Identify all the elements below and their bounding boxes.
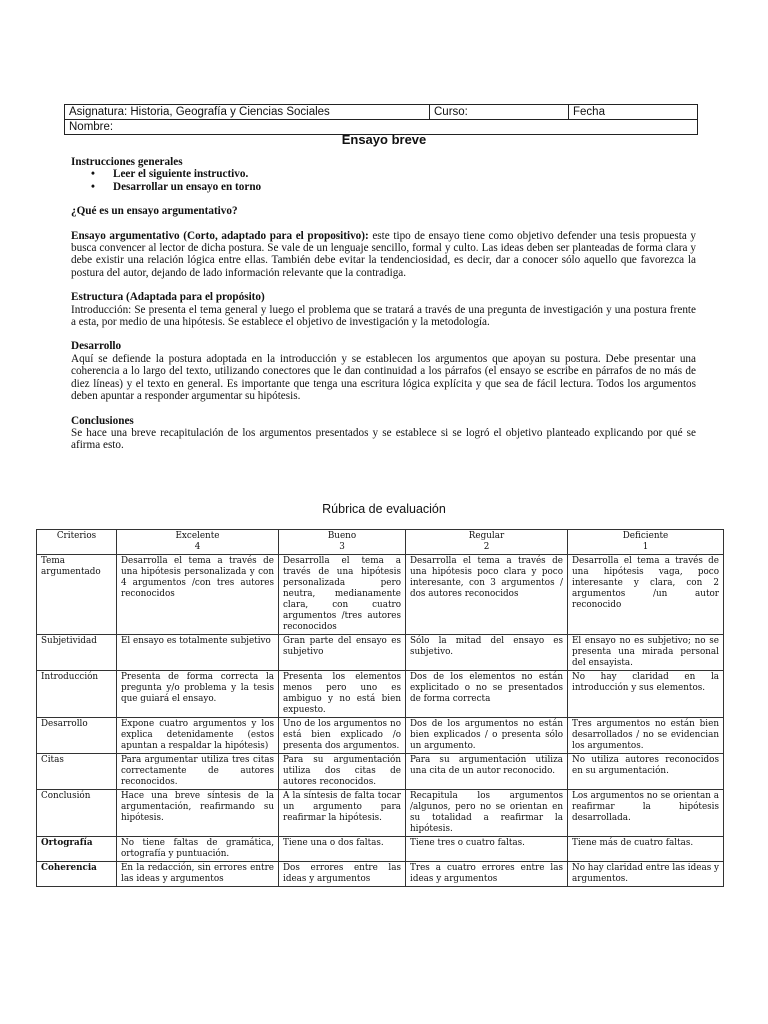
rubric-cell: Para su argumentación utiliza una cita de un autor reconocido. <box>406 754 568 790</box>
rubric-cell: Para argumentar utiliza tres citas correctamente de autores reconocidos. <box>117 754 279 790</box>
rubric-cell: Desarrolla el tema a través de una hipótesis poco clara y poco interesante, con 3 argumentos / dos autores reconocidos <box>406 555 568 635</box>
rubric-criterion: Desarrollo <box>37 718 117 754</box>
rubric-row <box>37 671 724 718</box>
instruction-item: • Leer el siguiente instructivo. <box>91 168 696 180</box>
question-heading: ¿Qué es un ensayo argumentativo? <box>71 205 238 218</box>
rubric-cell: No tiene faltas de gramática, ortografía y puntuación. <box>117 837 279 862</box>
rubric-column-header: Bueno 3 <box>279 530 406 555</box>
rubric-cell: El ensayo no es subjetivo; no se presenta una mirada personal del ensayista. <box>568 635 724 671</box>
ensayo-text: este tipo de ensayo tiene como objetivo defender una tesis propuesta y busca convencer al lector de dicha postura. Se vale de un lenguaje sencillo, formal y culto. Las ideas deben ser planteadas de forma clara y debe existir una relación lógica entre ellas. También debe evitar la tendenciosidad, es decir, dar a conocer sólo aquello que favorezca la postura del autor, dejando de lado información relevante que la contradiga. <box>71 229 696 279</box>
rubric-cell: Tiene más de cuatro faltas. <box>568 837 724 862</box>
rubric-title: Rúbrica de evaluación <box>322 502 446 516</box>
rubric-cell: Desarrolla el tema a través de una hipótesis personalizada pero neutra, medianamente clara, con cuatro argumentos /tres autores reconocidos <box>279 555 406 635</box>
rubric-criterion: Coherencia <box>37 862 117 887</box>
document-body <box>71 156 696 452</box>
rubric-column-header: Criterios <box>37 530 117 555</box>
conclusiones-text: Se hace una breve recapitulación de los argumentos presentados y se establece si se logró el objetivo planteado explicando por qué se afirma esto. <box>71 426 696 452</box>
rubric-cell: Tiene una o dos faltas. <box>279 837 406 862</box>
asignatura-cell: Asignatura: Historia, Geografía y Ciencias Sociales <box>65 105 430 120</box>
rubric-cell: Dos de los argumentos no están bien explicados / o presenta sólo un argumento. <box>406 718 568 754</box>
desarrollo-text: Aquí se defiende la postura adoptada en la introducción y se establecen los argumentos que apoyan su postura. Debe presentar una coherencia a lo largo del texto, utilizando conectores que le dan continuidad a los párrafos (el ensayo se escribe en párrafos de no más de diez líneas) y el texto en general. Es importante que tenga una escritura lógica explícita y que sea de fácil lectura. Todos los argumentos deben apuntar a responder argumentar su hipótesis. <box>71 352 696 403</box>
rubric-cell: Tres argumentos no están bien desarrollados / no se evidencian los argumentos. <box>568 718 724 754</box>
rubric-criterion: Citas <box>37 754 117 790</box>
rubric-criterion: Conclusión <box>37 790 117 837</box>
rubric-cell: Presenta de forma correcta la pregunta y/o problema y la tesis que guiará el ensayo. <box>117 671 279 718</box>
instructions-heading: Instrucciones generales <box>71 156 183 168</box>
rubric-cell: Recapitula los argumentos /algunos, pero no se orientan en su totalidad a reafirmar la hipótesis. <box>406 790 568 837</box>
rubric-row <box>37 862 724 887</box>
rubric-column-header: Excelente 4 <box>117 530 279 555</box>
fecha-cell: Fecha <box>569 105 698 120</box>
rubric-row <box>37 754 724 790</box>
rubric-cell: Gran parte del ensayo es subjetivo <box>279 635 406 671</box>
rubric-criterion: Introducción <box>37 671 117 718</box>
rubric-cell: A la síntesis de falta tocar un argumento para reafirmar la hipótesis. <box>279 790 406 837</box>
rubric-body <box>37 530 724 887</box>
nombre-cell: Nombre: <box>65 120 698 135</box>
rubric-cell: Sólo la mitad del ensayo es subjetivo. <box>406 635 568 671</box>
rubric-cell: Dos de los elementos no están explicitado o no se presentados de forma correcta <box>406 671 568 718</box>
conclusiones-heading: Conclusiones <box>71 414 134 427</box>
rubric-cell: Desarrolla el tema a través de una hipótesis personalizada y con 4 argumentos /con tres autores reconocidos <box>117 555 279 635</box>
rubric-row <box>37 718 724 754</box>
rubric-cell: Uno de los argumentos no está bien explicado /o presenta dos argumentos. <box>279 718 406 754</box>
rubric-criterion: Subjetividad <box>37 635 117 671</box>
rubric-cell: Tiene tres o cuatro faltas. <box>406 837 568 862</box>
rubric-row <box>37 555 724 635</box>
rubric-cell: No hay claridad en la introducción y sus elementos. <box>568 671 724 718</box>
instruction-item: • Desarrollar un ensayo en torno <box>91 181 696 193</box>
ensayo-lead: Ensayo argumentativo (Corto, adaptado para el propositivo): <box>71 229 369 242</box>
rubric-row <box>37 635 724 671</box>
rubric-header-row <box>37 530 724 555</box>
ensayo-paragraph <box>71 230 696 280</box>
header-table <box>64 104 698 135</box>
rubric-cell: En la redacción, sin errores entre las ideas y argumentos <box>117 862 279 887</box>
estructura-heading: Estructura (Adaptada para el propósito) <box>71 291 265 304</box>
rubric-cell: Expone cuatro argumentos y los explica detenidamente (estos apuntan a respaldar la hipótesis) <box>117 718 279 754</box>
rubric-cell: No hay claridad entre las ideas y argumentos. <box>568 862 724 887</box>
rubric-table <box>36 529 724 887</box>
document-title: Ensayo breve <box>341 132 427 147</box>
rubric-cell: Los argumentos no se orientan a reafirmar la hipótesis desarrollada. <box>568 790 724 837</box>
rubric-criterion: Ortografía <box>37 837 117 862</box>
rubric-cell: Presenta los elementos menos pero uno es ambiguo y no está bien expuesto. <box>279 671 406 718</box>
desarrollo-heading: Desarrollo <box>71 340 122 353</box>
rubric-cell: Para su argumentación utiliza dos citas de autores reconocidos. <box>279 754 406 790</box>
curso-cell: Curso: <box>430 105 569 120</box>
estructura-text: Introducción: Se presenta el tema general y luego el problema que se tratará a través de una pregunta de investigación y una postura frente a esta, por medio de una hipótesis. Se establece el objetivo de investigación y la metodología. <box>71 303 696 329</box>
rubric-cell: Desarrolla el tema a través de una hipótesis vaga, poco interesante y clara, con 2 argumentos /un autor reconocido <box>568 555 724 635</box>
rubric-cell: No utiliza autores reconocidos en su argumentación. <box>568 754 724 790</box>
instructions-list <box>71 168 696 193</box>
rubric-criterion: Tema argumentado <box>37 555 117 635</box>
rubric-cell: Hace una breve síntesis de la argumentación, reafirmando su hipótesis. <box>117 790 279 837</box>
rubric-cell: Tres a cuatro errores entre las ideas y argumentos <box>406 862 568 887</box>
rubric-cell: Dos errores entre las ideas y argumentos <box>279 862 406 887</box>
rubric-column-header: Deficiente 1 <box>568 530 724 555</box>
rubric-row <box>37 790 724 837</box>
rubric-column-header: Regular 2 <box>406 530 568 555</box>
rubric-cell: El ensayo es totalmente subjetivo <box>117 635 279 671</box>
rubric-row <box>37 837 724 862</box>
